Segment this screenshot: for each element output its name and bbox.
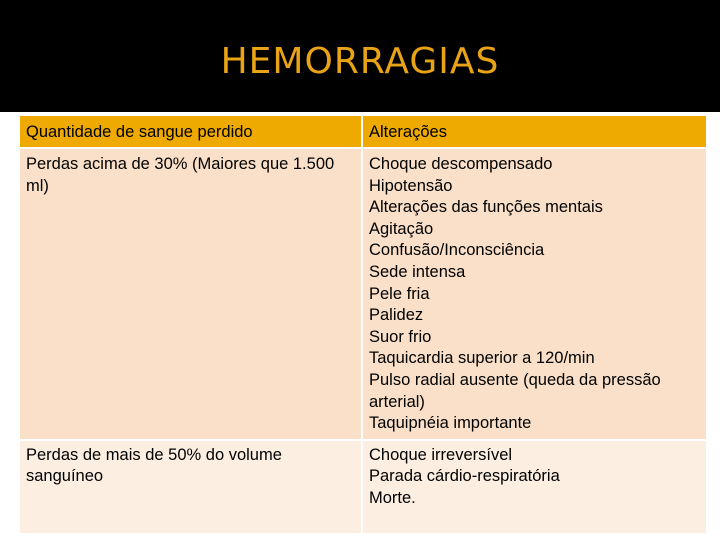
changes-cell [362,440,707,534]
change-item: Hipotensão [369,176,453,195]
change-item: Taquipnéia importante [369,414,532,433]
table-header-row [19,116,707,148]
change-item: Suor frio [369,327,432,346]
table-row [19,148,707,440]
change-item: Pele fria [369,284,430,303]
hemorrhage-table [18,116,708,535]
slide-title: HEMORRAGIAS [220,41,500,82]
change-item: Parada cárdio-respiratória [369,467,560,486]
amount-cell: Perdas de mais de 50% do volume sanguíneo [19,440,362,534]
change-item: Sede intensa [369,262,466,281]
change-item: Alterações das funções mentais [369,198,603,217]
change-item: Choque irreversível [369,445,513,464]
change-item: Morte. [369,488,416,507]
changes-cell [362,148,707,440]
header-cell-changes: Alterações [362,116,707,148]
amount-cell: Perdas acima de 30% (Maiores que 1.500 ml) [19,148,362,440]
change-item: Palidez [369,306,424,325]
table-row [19,440,707,534]
change-item: Choque descompensado [369,155,553,173]
header-cell-amount: Quantidade de sangue perdido [19,116,362,148]
change-item: Pulso radial ausente (queda da pressão arterial) [369,370,661,411]
change-item: Taquicardia superior a 120/min [369,349,595,368]
change-item: Agitação [369,219,434,238]
change-item: Confusão/Inconsciência [369,241,545,260]
